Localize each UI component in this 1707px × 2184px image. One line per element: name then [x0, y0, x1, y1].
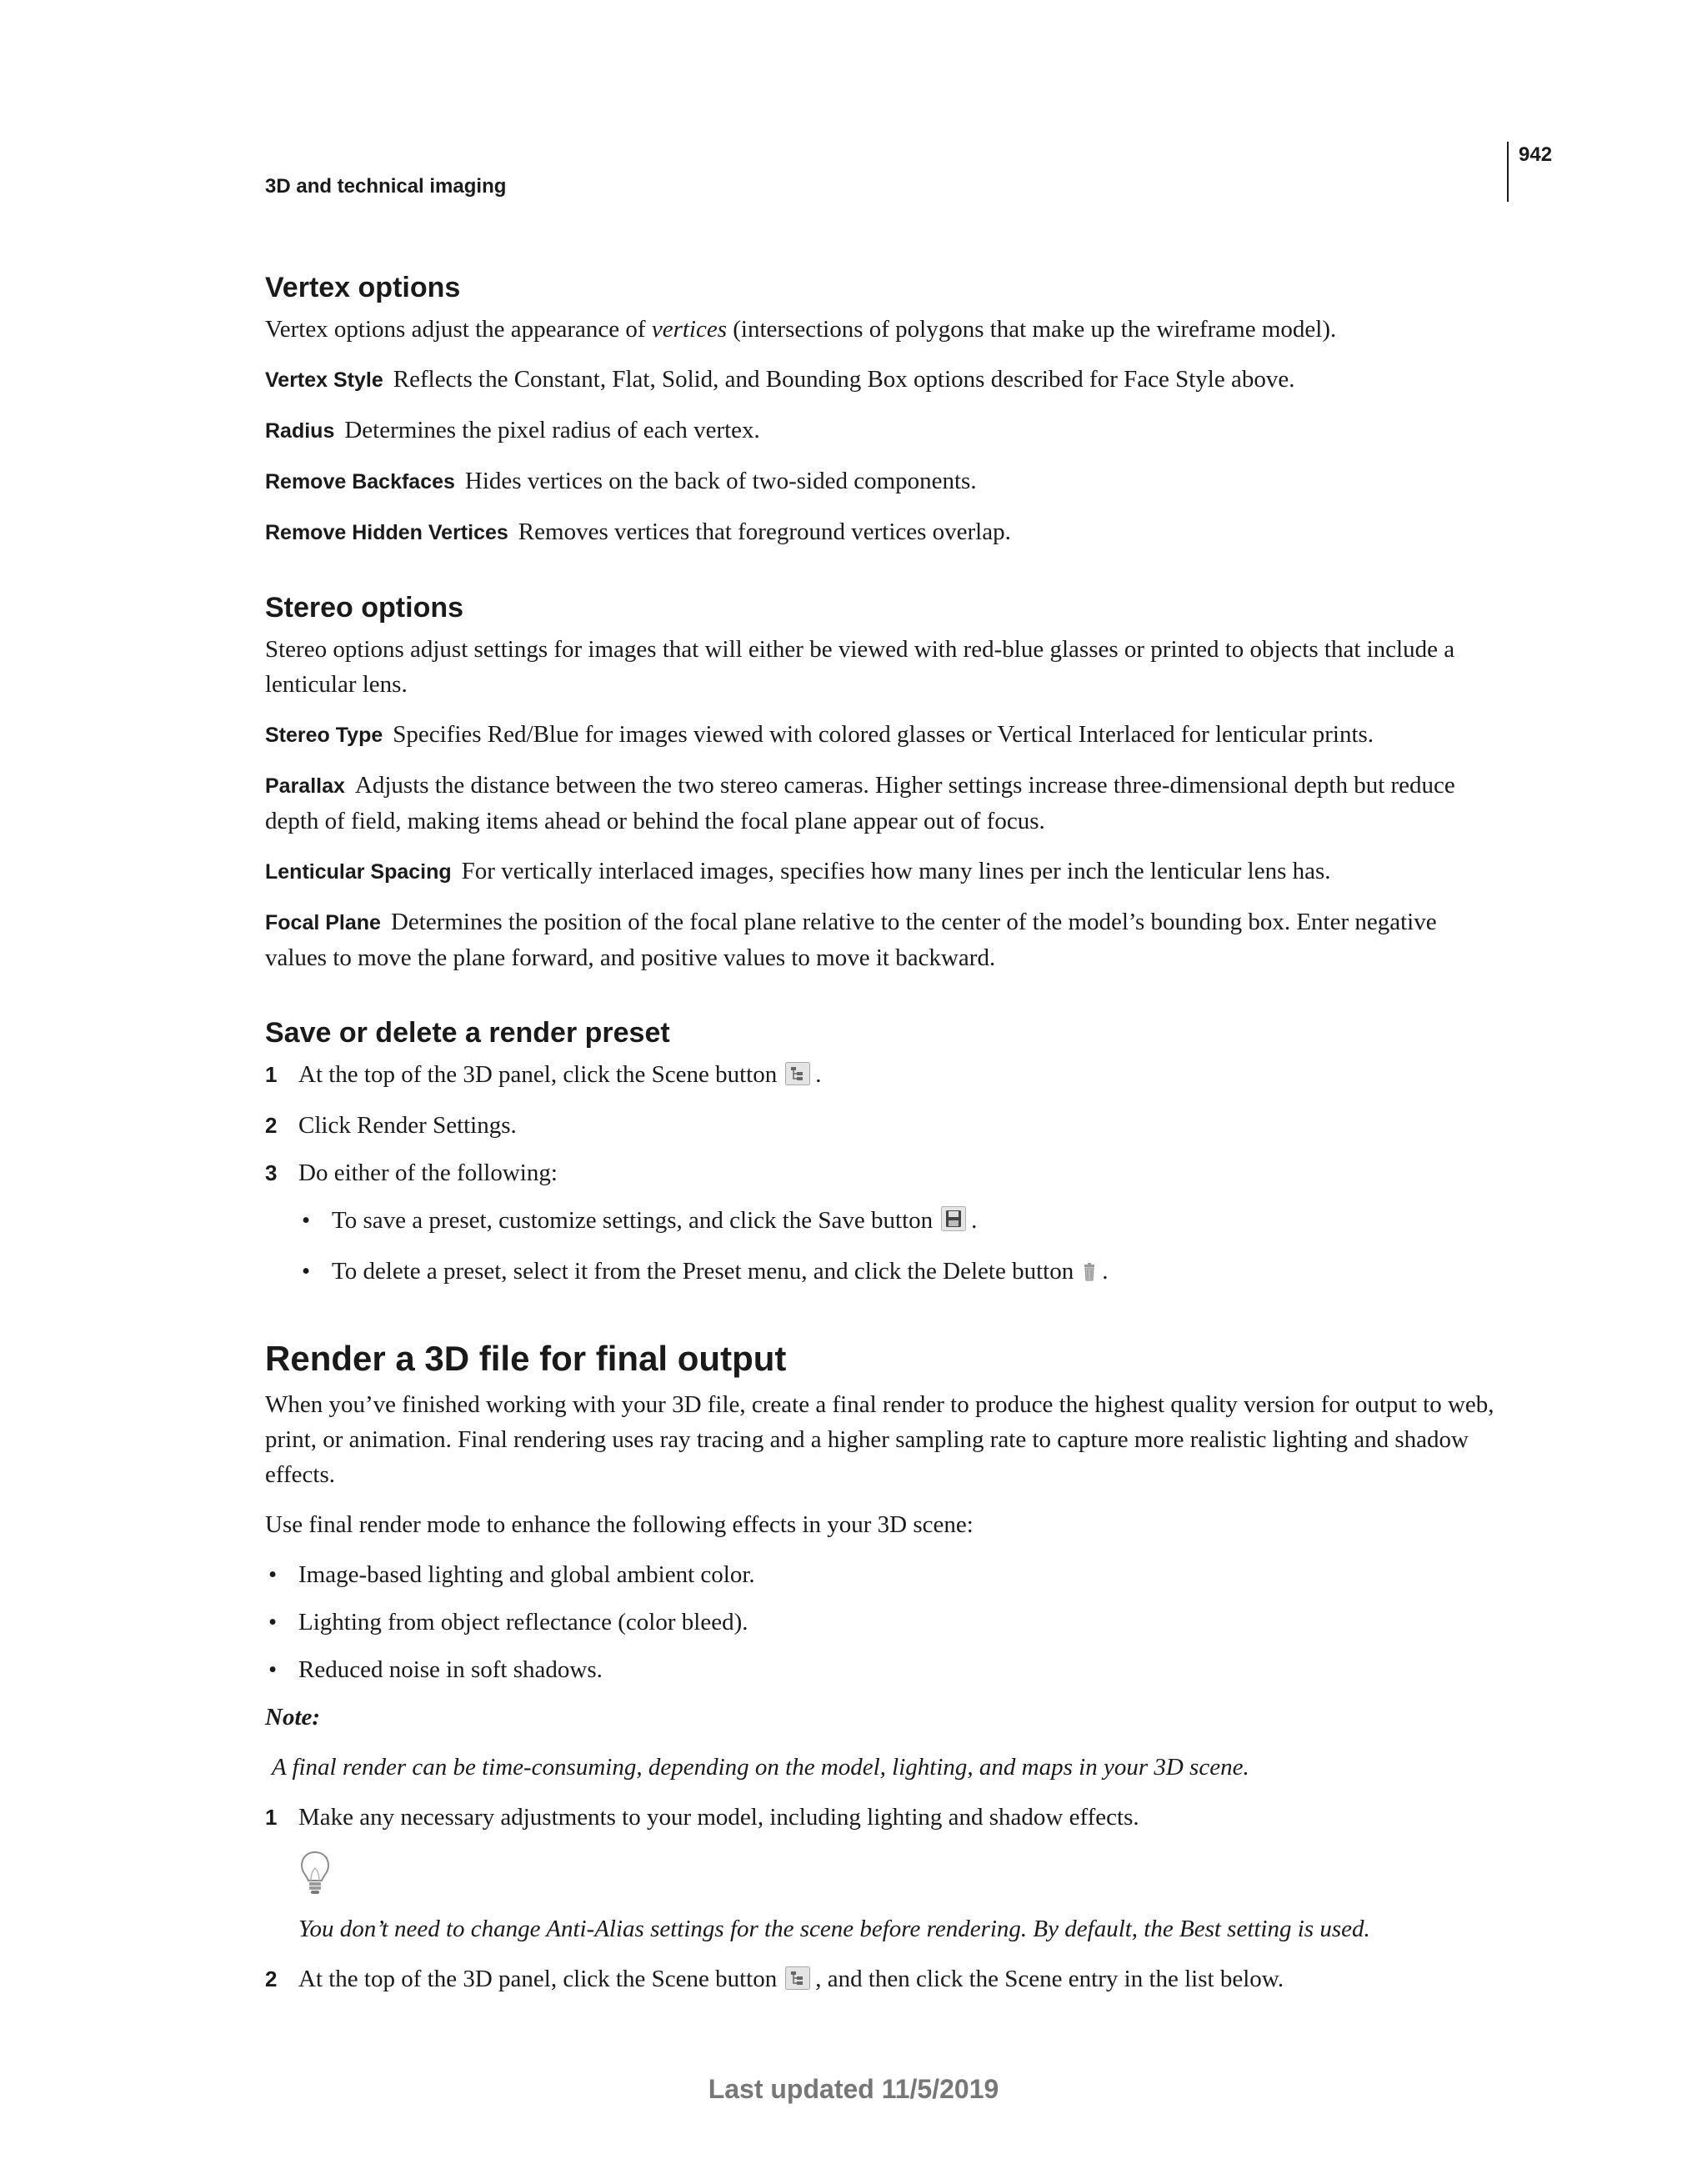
- note-label: Note:: [265, 1704, 321, 1731]
- page-content: [265, 268, 1499, 2012]
- intro-text-end: (intersections of polygons that make up the wireframe model).: [727, 316, 1337, 343]
- stereo-options-intro: Stereo options adjust settings for images that will either be viewed with red-blue glasses or printed to objects that include a lenticular lens.: [265, 636, 1455, 698]
- vertex-options-heading: Vertex options: [265, 272, 461, 303]
- term-description: Hides vertices on the back of two-sided components.: [464, 468, 977, 494]
- term-description: Reflects the Constant, Flat, Solid, and Bounding Box options described for Face Style above.: [393, 366, 1295, 393]
- vertex-options-section: [265, 268, 1499, 550]
- bullet-text: Image-based lighting and global ambient color.: [298, 1561, 755, 1588]
- term-remove-backfaces: [265, 463, 1499, 499]
- list-item: [265, 1155, 1499, 1190]
- term-lenticular-spacing: [265, 854, 1499, 889]
- list-item: [265, 1108, 1499, 1143]
- preset-sub-list: [265, 1203, 1499, 1292]
- bullet-text: Reduced noise in soft shadows.: [298, 1656, 603, 1683]
- tip-block: [265, 1850, 1499, 1946]
- step-label: At the top of the 3D panel, click the Scene button: [298, 1061, 778, 1088]
- list-item: [298, 1254, 1499, 1292]
- list-item: [265, 1800, 1499, 1835]
- term-label: Remove Hidden Vertices: [265, 521, 508, 544]
- sub-punct: .: [971, 1207, 978, 1234]
- render-preset-section: [265, 1014, 1499, 1292]
- term-focal-plane: [265, 904, 1499, 975]
- term-parallax: [265, 768, 1499, 839]
- bullet-glyph: •: [268, 1561, 278, 1588]
- term-label: Remove Backfaces: [265, 470, 455, 493]
- term-radius: [265, 413, 1499, 448]
- step-number: 1: [265, 1805, 278, 1830]
- save-icon: [941, 1206, 966, 1241]
- term-description: Determines the pixel radius of each vertex.: [344, 417, 760, 443]
- intro-text: Vertex options adjust the appearance of: [265, 316, 652, 343]
- term-description: Adjusts the distance between the two stereo cameras. Higher settings increase three-dimensional depth but reduce depth of field, making items ahead or behind the focal plane appear out of focus.: [265, 772, 1455, 834]
- step-text: [298, 1961, 1284, 2000]
- step-text: Click Render Settings.: [298, 1112, 517, 1139]
- footer-last-updated: Last updated 11/5/2019: [708, 2074, 999, 2104]
- term-label: Focal Plane: [265, 911, 381, 934]
- term-label: Vertex Style: [265, 368, 383, 392]
- step-text: Make any necessary adjustments to your model, including lighting and shadow effects.: [298, 1804, 1139, 1831]
- step-label: At the top of the 3D panel, click the Scene button: [298, 1966, 778, 1992]
- render-preset-heading: Save or delete a render preset: [265, 1017, 670, 1049]
- final-render-lead: Use final render mode to enhance the following effects in your 3D scene:: [265, 1511, 974, 1538]
- intro-emphasis: vertices: [651, 316, 728, 343]
- final-render-heading: Render a 3D file for final output: [265, 1339, 787, 1378]
- step-number: 3: [265, 1160, 278, 1185]
- term-description: Removes vertices that foreground vertices overlap.: [518, 518, 1011, 545]
- bullet-glyph: •: [302, 1258, 311, 1285]
- term-label: Stereo Type: [265, 724, 383, 747]
- stereo-options-heading: Stereo options: [265, 592, 464, 624]
- sub-punct: .: [1102, 1258, 1109, 1285]
- sub-text: [332, 1254, 1108, 1292]
- bullet-glyph: •: [302, 1207, 311, 1234]
- term-description: Specifies Red/Blue for images viewed with colored glasses or Vertical Interlaced for lenticular prints.: [393, 721, 1374, 748]
- bullet-text: Lighting from object reflectance (color bleed).: [298, 1609, 748, 1635]
- list-item: [265, 1057, 1499, 1095]
- step-text: Do either of the following:: [298, 1160, 558, 1186]
- list-item: [265, 1557, 1499, 1592]
- header-divider: [1507, 142, 1509, 202]
- term-label: Parallax: [265, 774, 345, 798]
- sub-label: To delete a preset, select it from the Preset menu, and click the Delete button: [332, 1258, 1074, 1285]
- term-label: Radius: [265, 419, 335, 443]
- list-item: [298, 1203, 1499, 1241]
- term-vertex-style: [265, 362, 1499, 398]
- step-number: 2: [265, 1113, 278, 1138]
- final-render-section: [265, 1335, 1499, 2000]
- sub-label: To save a preset, customize settings, and click the Save button: [332, 1207, 934, 1234]
- page-number: 942: [1519, 143, 1553, 166]
- term-description: Determines the position of the focal plane relative to the center of the model’s bounding box. Enter negative values to move the plane forward, and positive values to move it backward.: [265, 909, 1437, 971]
- term-label: Lenticular Spacing: [265, 860, 452, 884]
- vertex-options-intro: [265, 312, 1499, 347]
- lightbulb-icon: [298, 1850, 1499, 1903]
- term-description: For vertically interlaced images, specifies how many lines per inch the lenticular lens has.: [461, 858, 1331, 884]
- note-text: A final render can be time-consuming, depending on the model, lighting, and maps in your 3D scene.: [272, 1754, 1249, 1781]
- preset-steps: [265, 1057, 1499, 1190]
- step-punct: .: [815, 1061, 822, 1088]
- scene-icon: [785, 1060, 810, 1095]
- effects-list: [265, 1557, 1499, 1687]
- step-label-end: , and then click the Scene entry in the list below.: [815, 1966, 1284, 1992]
- bullet-glyph: •: [268, 1656, 278, 1683]
- sub-text: [332, 1203, 977, 1241]
- delete-icon: [1082, 1257, 1097, 1292]
- term-remove-hidden-vertices: [265, 514, 1499, 550]
- step-text: [298, 1057, 821, 1095]
- step-number: 2: [265, 1966, 278, 1991]
- scene-icon: [785, 1965, 810, 2000]
- running-head: 3D and technical imaging: [265, 175, 507, 198]
- tip-text: You don’t need to change Anti-Alias settings for the scene before rendering. By default, the Best setting is used.: [298, 1916, 1370, 1942]
- list-item: [265, 1961, 1499, 2000]
- bullet-glyph: •: [268, 1609, 278, 1635]
- stereo-options-section: [265, 589, 1499, 975]
- list-item: [265, 1652, 1499, 1687]
- term-stereo-type: [265, 717, 1499, 753]
- final-render-intro: When you’ve finished working with your 3D file, create a final render to produce the highest quality version for output to web, print, or animation. Final rendering uses ray tracing and a higher sampling rate to capture more realistic lighting and shadow effects.: [265, 1391, 1494, 1488]
- step-number: 1: [265, 1062, 278, 1087]
- list-item: [265, 1605, 1499, 1640]
